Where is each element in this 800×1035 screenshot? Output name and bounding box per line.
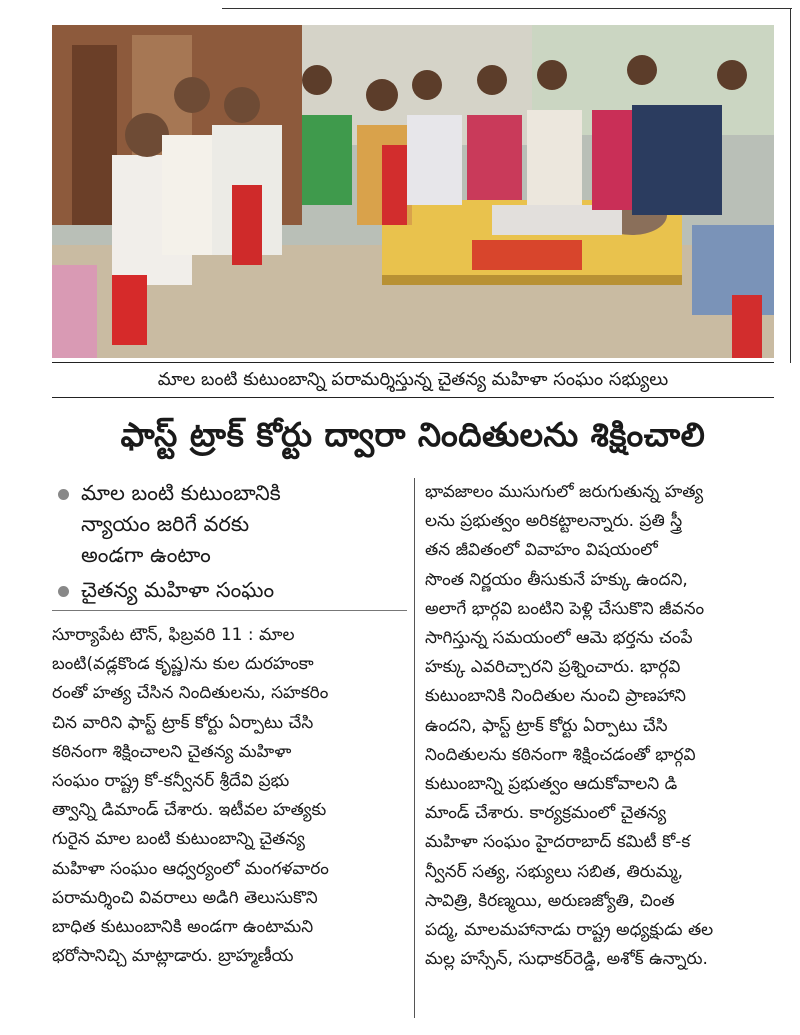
highlight-1 <box>52 478 407 571</box>
body-line: సావిత్రి, కిరణ్మయి, అరుణజ్యోతి, చింత <box>425 890 675 911</box>
body-right <box>425 478 775 974</box>
body-line: భావజాలం ముసుగులో జరుగుతున్న హత్య <box>425 482 704 502</box>
body-line: తన జీవితంలో వివాహం విషయంలో <box>425 540 658 561</box>
body-line: పరామర్శించి వివరాలు అడిగి తెలుసుకొని <box>52 887 318 908</box>
body-line: సాగిస్తున్న సమయంలో ఆమె భర్తను చంపే <box>425 628 693 649</box>
highlight-line: మాల బంటి కుటుంబానికి <box>81 481 281 505</box>
body-line: చిన వారిని ఫాస్ట్ ట్రాక్ కోర్టు ఏర్పాటు చేసి <box>52 712 314 733</box>
body-line: ఉందని, ఫాస్ట్ ట్రాక్ కోర్టు ఏర్పాటు చేసి <box>425 715 668 736</box>
top-rule <box>222 8 792 9</box>
news-photo <box>52 25 774 358</box>
right-column <box>425 478 775 974</box>
photo-illustration <box>52 25 774 358</box>
body-line: లను ప్రభుత్వం అరికట్టాలన్నారు. ప్రతి స్త్రీ <box>425 511 683 532</box>
body-line: హక్కు ఎవరిచ్చారని ప్రశ్నించారు. భార్గవి <box>425 657 681 678</box>
body-line: సంఘం రాష్ట్ర కో-కన్వీనర్ శ్రీదేవి ప్రభు <box>52 771 290 792</box>
body-line: పద్మ, మాలమహానాడు రాష్ట్ర అధ్యక్షుడు తల <box>425 920 714 941</box>
column-divider <box>414 478 415 1018</box>
body-line: అలాగే భార్గవి బంటిని పెళ్లి చేసుకొని జీవనం <box>425 598 705 619</box>
headline: ఫాస్ట్ ట్రాక్ కోర్టు ద్వారా నిందితులను శిక్షించాలి <box>120 415 706 454</box>
body-line: సొంత నిర్ణయం తీసుకునే హక్కు ఉందని, <box>425 569 688 590</box>
highlight-line: చైతన్య మహిళా సంఘం <box>81 578 275 602</box>
body-line: నిందితులను కఠినంగా శిక్షించడంతో భార్గవి <box>425 744 696 765</box>
body-line: భరోసానిచ్చి మాట్లాడారు. బ్రాహ్మణీయ <box>52 946 294 967</box>
body-line: త్వాన్ని డిమాండ్ చేశారు. ఇటీవల హత్యకు <box>52 800 327 821</box>
body-line: బాధిత కుటుంబానికి అండగా ఉంటామని <box>52 917 314 938</box>
body-line: మల్ల హస్సేన్, సుధాకర్‌రెడ్డి, అశోక్ ఉన్నారు. <box>425 949 708 970</box>
highlight-line: అండగా ఉంటాం <box>81 543 211 567</box>
right-rule <box>790 8 791 363</box>
body-line: మాండ్ చేశారు. కార్యక్రమంలో చైతన్య <box>425 803 667 824</box>
highlight-2 <box>52 575 407 606</box>
body-line: న్వీనర్ సత్య, సభ్యులు సబిత, తిరుమ్మ, <box>425 861 684 882</box>
highlight-line: న్యాయం జరిగే వరకు <box>81 512 250 536</box>
photo-caption: మాల బంటి కుటుంబాన్ని పరామర్శిస్తున్న చైతన్య మహిళా సంఘం సభ్యులు <box>52 362 774 398</box>
body-line: రంతో హత్య చేసిన నిందితులను, సహకరిం <box>52 683 329 704</box>
body-line: గురైన మాల బంటి కుటుంబాన్ని చైతన్య <box>52 829 305 850</box>
body-line: కుటుంబానికి నిందితుల నుంచి ప్రాణహాని <box>425 686 686 707</box>
body-line: కఠినంగా శిక్షించాలని చైతన్య మహిళా <box>52 741 292 762</box>
bullet-icon <box>58 489 69 500</box>
body-left <box>52 621 407 971</box>
body-line: సూర్యాపేట టౌన్, ఫిబ్రవరి 11 : మాల <box>52 625 295 645</box>
bullet-icon <box>58 586 69 597</box>
body-line: మహిళా సంఘం హైదరాబాద్ కమిటీ కో-క <box>425 832 691 853</box>
body-line: మహిళా సంఘం ఆధ్వర్యంలో మంగళవారం <box>52 858 329 879</box>
body-line: కుటుంబాన్ని ప్రభుత్వం ఆదుకోవాలని డి <box>425 774 678 795</box>
left-column <box>52 478 407 971</box>
body-line: బంటి(వడ్లకొండ కృష్ణ)ను కుల దురహంకా <box>52 654 314 675</box>
highlight-divider <box>52 610 407 611</box>
